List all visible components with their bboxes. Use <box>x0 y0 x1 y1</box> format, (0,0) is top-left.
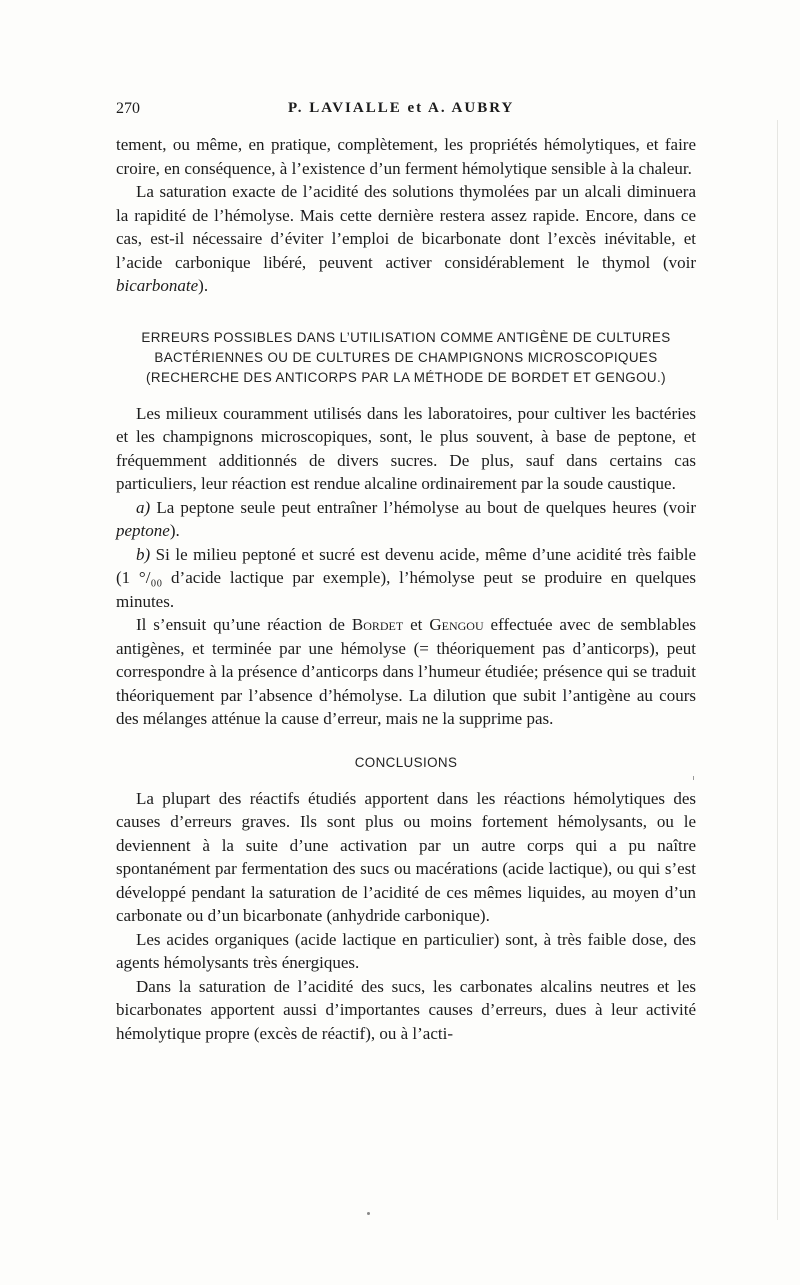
paragraph-text: Il s’ensuit qu’une réaction de <box>136 615 352 634</box>
page-edge-line <box>777 120 778 1220</box>
paragraph-conclusion-3: Dans la saturation de l’acidité des sucs, les carbonates alcalins neutres et les bicarbonates apportent aussi d’importantes causes d’erreurs, dues à leur activité hémolytique propre (excès de réactif), ou à l’acti- <box>116 976 696 1043</box>
paragraph-saturation <box>116 180 696 298</box>
section-heading-line: BACTÉRIENNES OU DE CULTURES DE CHAMPIGNONS MICROSCOPIQUES <box>154 349 658 365</box>
paragraph-milieux: Les milieux couramment utilisés dans les laboratoires, pour cultiver les bactéries et les champignons microscopiques, sont, le plus souvent, à base de peptone, et fréquemment additionnés de divers sucres. De plus, sauf dans certains cas particuliers, leur réaction est rendue alcaline ordinairement par la soude caustique. <box>116 403 696 493</box>
page-header <box>116 100 696 124</box>
item-text: La peptone seule peut entraîner l’hémolyse au bout de quelques heures (voir <box>150 497 696 517</box>
paragraph-continued: tement, ou même, en pratique, complètement, les propriétés hémolytiques, et faire croire, en conséquence, à l’existence d’un ferment hémolytique sensible à la chaleur. <box>116 135 696 178</box>
running-head: P. LAVIALLE et A. AUBRY <box>288 100 515 116</box>
item-label: b) <box>136 544 151 564</box>
page-body <box>116 133 696 1045</box>
section-heading-line: (RECHERCHE DES ANTICORPS PAR LA MÉTHODE DE BORDET ET GENGOU.) <box>146 369 666 385</box>
cross-reference: bicarbonate <box>116 276 199 295</box>
paragraph-text: La saturation exacte de l’acidité des solutions thymolées par un alcali diminuera la rapidité de l’hémolyse. Mais cette dernière restera assez rapide. Encore, dans ce cas, est-il nécessaire d’éviter l’emploi de bicarbonate dont l’excès inévitable, et l’acide carbonique libéré, peuvent activer considérablement le thymol (voir <box>116 182 696 272</box>
section-heading-line: ERREURS POSSIBLES DANS L’UTILISATION COMME ANTIGÈNE DE CULTURES <box>141 329 671 345</box>
paragraph-item-b <box>116 543 696 614</box>
section-heading-errors <box>116 328 696 388</box>
print-speck <box>367 1212 370 1215</box>
author-name: Bordet <box>351 615 404 634</box>
page-number: 270 <box>116 100 140 117</box>
item-label: a) <box>136 497 151 517</box>
paragraph-bordet-gengou <box>116 613 696 731</box>
paragraph-item-a <box>116 496 696 543</box>
paragraph-end: ). <box>198 276 209 295</box>
section-heading-line: CONCLUSIONS <box>354 754 458 770</box>
paragraph-conclusion-1: La plupart des réactifs étudiés apportent dans les réactions hémolytiques des causes d’erreurs graves. Ils sont plus ou moins fortement hémolysants, ou le deviennent à la suite d’une activation par un autre corps qui a pu naître spontanément par fermentation des sucs ou macérations (acide lactique), ou qui s’est développé pendant la saturation de l’acidité de ces mêmes liquides, au moyen d’un carbonate ou d’un bicarbonate (anhydride carbonique). <box>116 788 696 925</box>
paragraph-text: effectuée avec de semblables antigènes, et terminée par une hémolyse (= théoriquement pas d’anticorps), peut correspondre à la présence d’anticorps dans l’humeur étudiée; présence qui se traduit théoriquement par l’absence d’hémolyse. La dilution que subit l’antigène au cours des mélanges atténue la cause d’erreur, mais ne la supprime pas. <box>116 615 696 728</box>
item-end: ). <box>169 521 180 540</box>
cross-reference: peptone <box>116 521 170 540</box>
author-name: Gengou <box>429 615 484 634</box>
paragraph-conclusion-2: Les acides organiques (acide lactique en particulier) sont, à très faible dose, des agents hémolysants très énergiques. <box>116 929 696 972</box>
item-text: Si le milieu peptoné et sucré est devenu acide, même d’une acidité très faible (1 °/₀₀ d’acide lactique par exemple), l’hémolyse peut se produire en quelques minutes. <box>116 544 696 611</box>
print-speck <box>693 776 694 780</box>
section-heading-conclusions <box>116 753 696 773</box>
conjunction: et <box>403 615 430 634</box>
